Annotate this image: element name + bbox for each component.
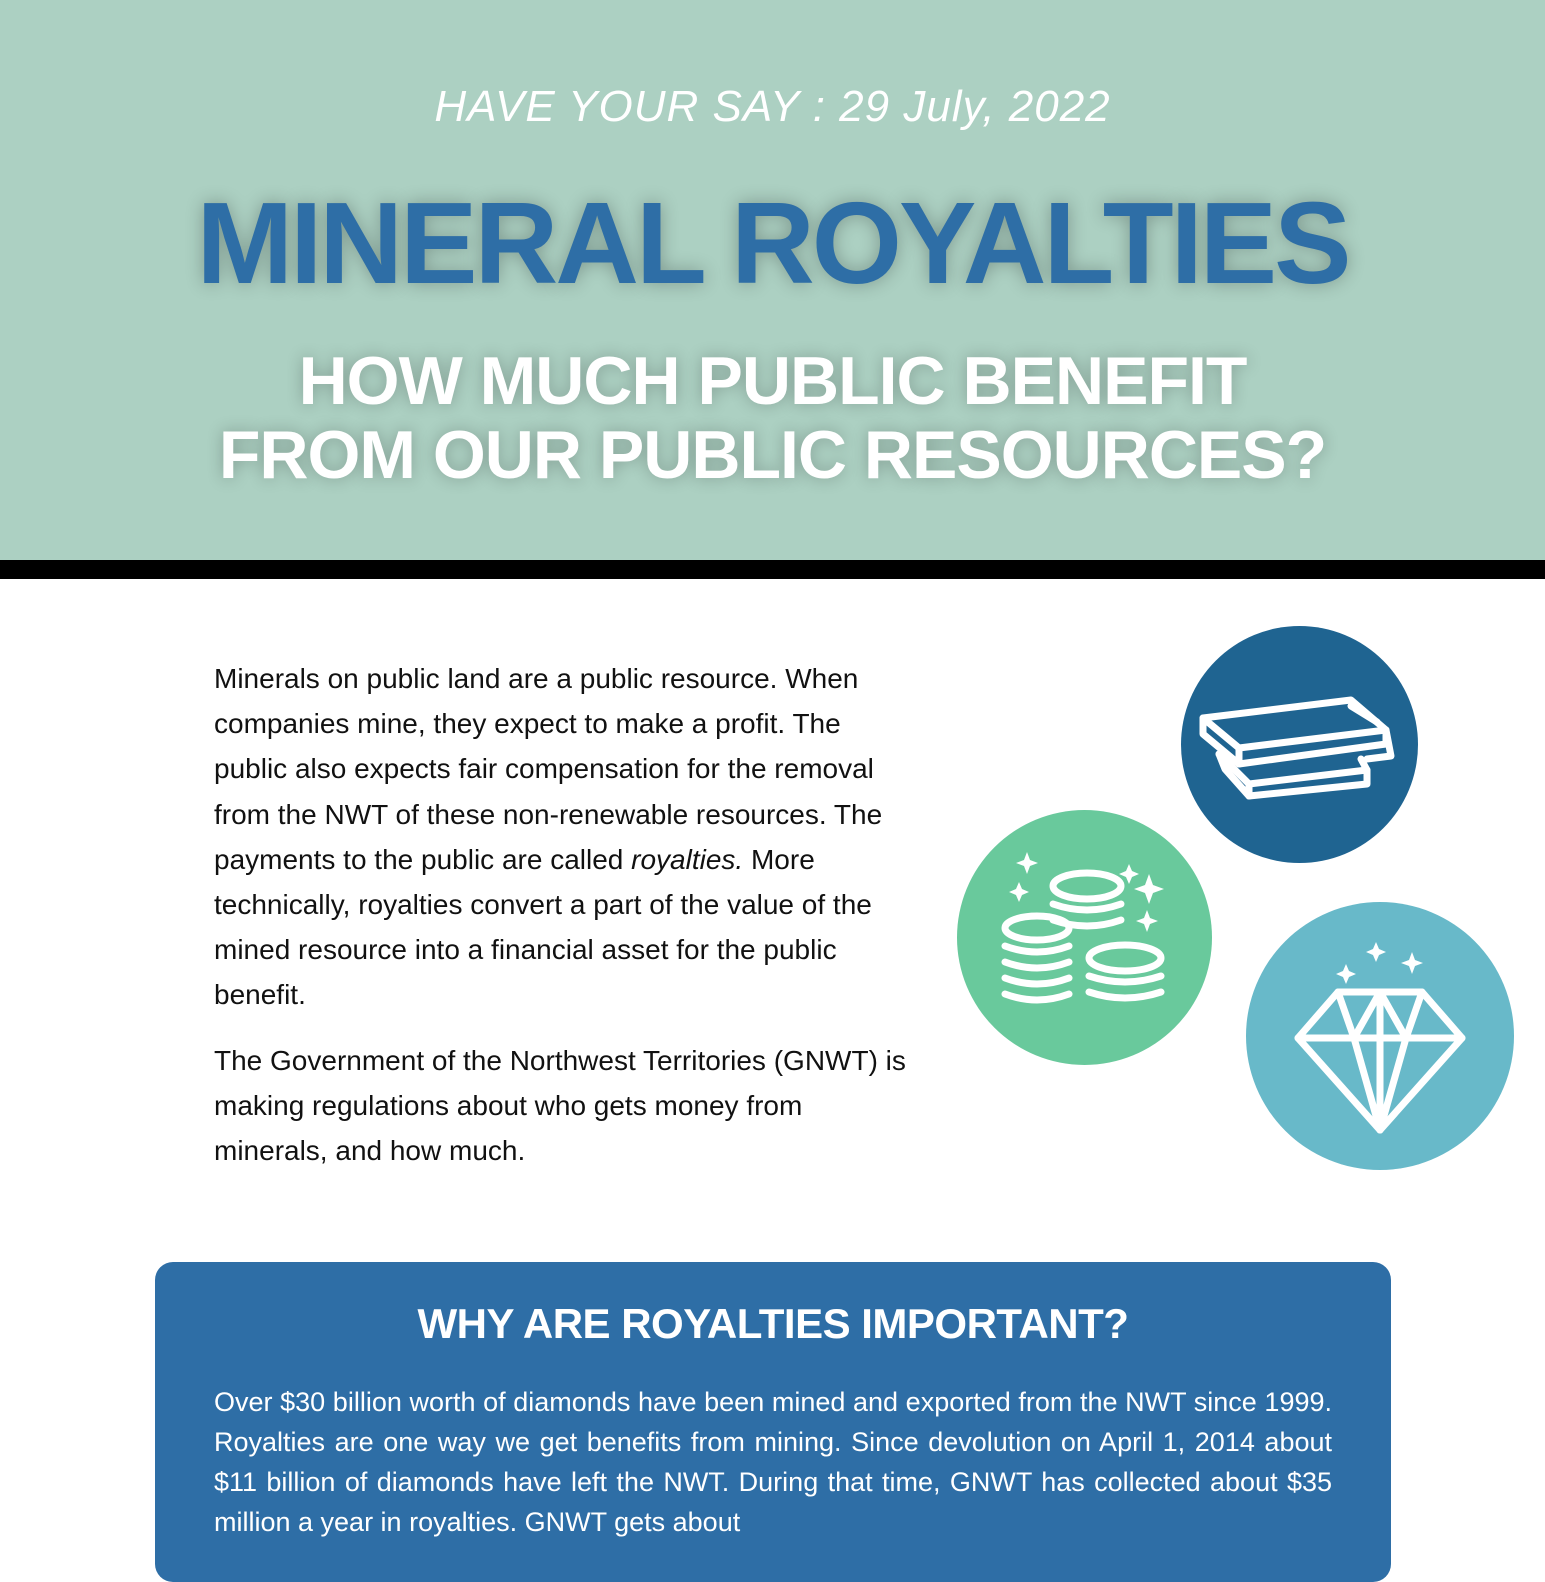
gold-bars-circle xyxy=(1181,626,1418,863)
header-banner xyxy=(0,0,1545,560)
intro-p1-tail: More technically, royalties convert a part of the value of the mined resource into a financial asset for the public benefit. xyxy=(214,843,872,1011)
intro-paragraph-1 xyxy=(214,656,914,1018)
diamond-icon xyxy=(1246,902,1514,1170)
subtitle-line-1: HOW MUCH PUBLIC BENEFIT xyxy=(298,343,1247,419)
page-title: MINERAL ROYALTIES xyxy=(196,178,1349,308)
have-your-say-date: HAVE YOUR SAY : 29 July, 2022 xyxy=(434,82,1111,131)
intro-paragraph-2: The Government of the Northwest Territories (GNWT) is making regulations about who gets money from minerals, and how much. xyxy=(214,1044,906,1167)
gold-bars-icon xyxy=(1181,626,1418,863)
coins-icon xyxy=(957,810,1212,1065)
why-royalties-body: Over $30 billion worth of diamonds have been mined and exported from the NWT since 1999. Royalties are one way we get benefits from mining. Since devolution on April 1, 2014 about $11 billion of diamonds have left the NWT. During that time, GNWT has collected about $35 million a year in royalties. GNWT gets about xyxy=(214,1387,1332,1537)
intro-p1-italic: royalties. xyxy=(631,843,744,875)
intro-p1-text: Minerals on public land are a public resource. When companies mine, they expect to make a profit. The public also expects fair compensation for the removal from the NWT of these non-renewable resources. The payments to the public are called xyxy=(214,663,883,875)
subtitle-line-2: FROM OUR PUBLIC RESOURCES? xyxy=(218,417,1327,493)
page-subtitle xyxy=(0,344,1545,492)
intro-text xyxy=(214,656,914,1173)
diamond-circle xyxy=(1246,902,1514,1170)
coins-circle xyxy=(957,810,1212,1065)
why-royalties-panel xyxy=(155,1262,1391,1582)
header-divider xyxy=(0,560,1545,579)
why-royalties-heading: WHY ARE ROYALTIES IMPORTANT? xyxy=(417,1300,1129,1347)
